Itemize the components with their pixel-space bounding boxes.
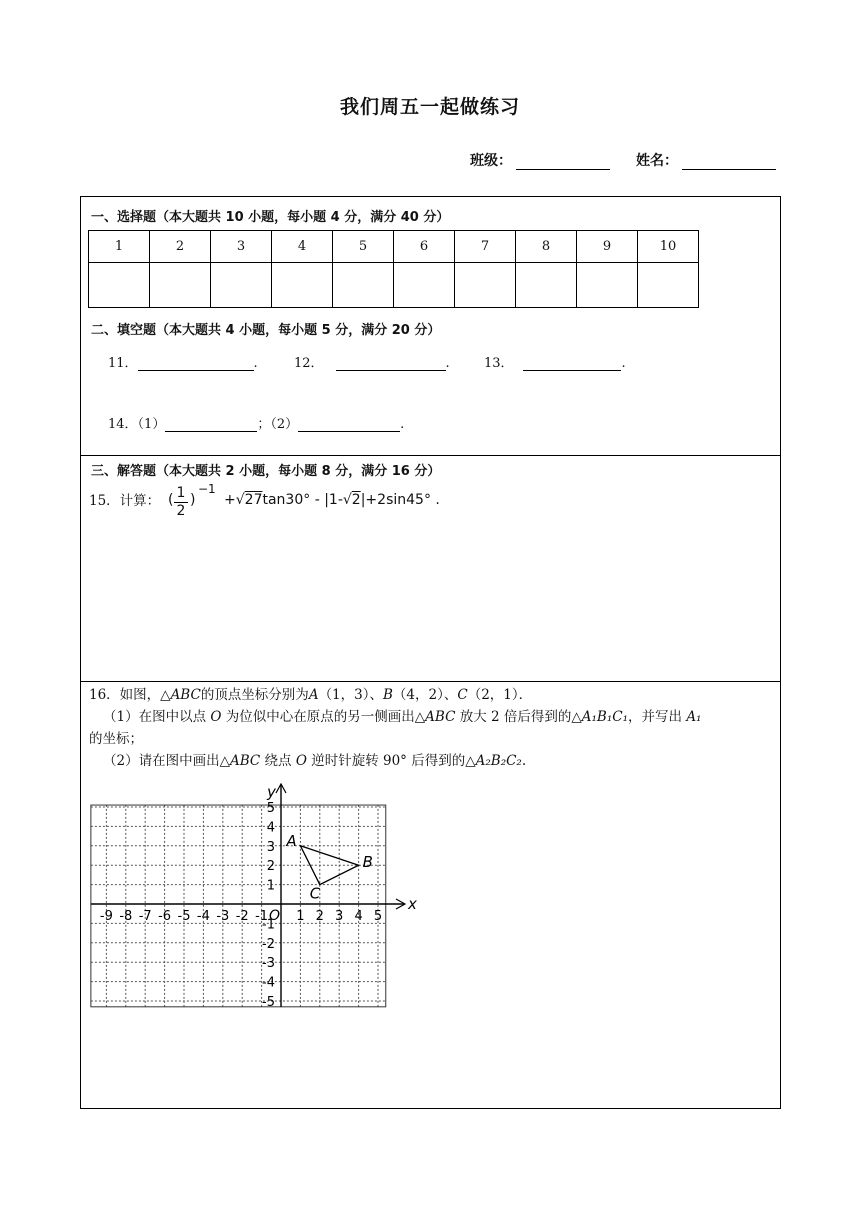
frac-denominator: 2 [176, 503, 186, 519]
name-label: 姓名： [636, 153, 678, 169]
y-tick-label: -3 [262, 956, 275, 972]
q16-sub1-text: ，并写出 [628, 709, 683, 725]
formula-rparen: ) [190, 492, 196, 508]
q16-point-o: O [210, 709, 222, 725]
q13-label: 13． [483, 356, 514, 371]
q16-sub2-text: 逆时针旋转 90° 后得到的△ [311, 753, 476, 769]
q16-text: 16．如图，△ [89, 687, 171, 703]
choice-number: 5 [333, 231, 394, 263]
x-tick-label: -8 [119, 909, 133, 924]
y-tick-label: 5 [266, 801, 275, 816]
q12-label: 12． [293, 356, 324, 371]
class-label: 班级： [470, 153, 512, 169]
formula-radicand2: 2 [351, 492, 361, 508]
x-tick-label: 2 [315, 909, 324, 924]
x-tick-label: -7 [138, 909, 152, 924]
choice-number: 8 [516, 231, 577, 263]
q16-coord-b: （4，2）、 [392, 687, 458, 703]
q11-label: 11． [108, 356, 138, 371]
q16-sub1-text: 放大 2 倍后得到的△ [459, 709, 582, 725]
section3-heading: 三、解答题（本大题共 2 小题，每小题 8 分，满分 16 分） [91, 464, 441, 479]
choice-number: 1 [89, 231, 150, 263]
y-tick-label: 3 [266, 839, 275, 855]
grid-border [91, 805, 386, 1007]
x-tick-label: 5 [373, 909, 383, 924]
point-label: A [286, 831, 297, 850]
frac-numerator: 1 [176, 485, 186, 501]
formula-end: . [435, 492, 440, 508]
y-axis-label: y [267, 783, 276, 801]
q16-coord-c: （2，1）． [467, 687, 533, 703]
point-label: B [362, 853, 373, 872]
x-tick-label: 3 [335, 909, 344, 924]
section1-heading: 一、选择题（本大题共 10 小题，每小题 4 分，满分 40 分） [91, 210, 450, 225]
q15-label: 15．计算： [89, 493, 161, 509]
formula-part1: +√ [224, 492, 245, 508]
q16-point-b: B [383, 687, 393, 703]
q16-abc: ABC [170, 687, 201, 703]
y-tick-label: -2 [262, 936, 275, 952]
q16-sub2-text: 绕点 [264, 753, 292, 769]
q16-a2b2c2: A₂B₂C₂ [475, 753, 522, 769]
formula-exponent: −1 [198, 482, 216, 496]
q14-period: . [400, 417, 405, 432]
q16-point-c: C [457, 687, 468, 703]
section2-heading: 二、填空题（本大题共 4 小题，每小题 5 分，满分 20 分） [91, 323, 441, 338]
y-tick-label: -5 [262, 995, 275, 1010]
q14-label: 14．（1） [108, 417, 166, 432]
x-tick-label: 4 [354, 909, 363, 924]
x-tick-label: 1 [296, 909, 305, 924]
x-tick-label: -4 [196, 909, 210, 924]
origin-label: O [269, 908, 281, 924]
x-tick-label: -5 [177, 909, 191, 924]
q14-separator: ；（2） [257, 417, 299, 432]
formula-radicand1: 27 [244, 492, 263, 508]
q16-sub1-text: （1）在图中以点 [103, 709, 207, 725]
q13-period: . [621, 356, 626, 371]
q16-abc: ABC [229, 753, 261, 769]
choice-number: 9 [577, 231, 638, 263]
formula-part2: tan30° - |1-√ [262, 492, 352, 508]
choice-number: 7 [455, 231, 516, 263]
q16-abc: ABC [425, 709, 456, 725]
choice-number: 4 [272, 231, 333, 263]
q16-sub1-line2: 的坐标； [89, 731, 143, 747]
page-title: 我们周五一起做练习 [339, 96, 520, 118]
y-tick-label: 4 [266, 820, 275, 836]
formula-lparen: ( [168, 492, 174, 508]
q16-coord-a: （1，3）、 [318, 687, 383, 703]
formula-part3: |+2sin45° [360, 492, 431, 508]
q16-text: 的顶点坐标分别为 [200, 687, 309, 703]
x-axis-label: x [408, 895, 417, 913]
q12-period: . [445, 356, 450, 371]
q16-a1: A₁ [686, 709, 702, 725]
q16-sub2-text: . [521, 753, 527, 769]
y-tick-label: 1 [266, 878, 275, 894]
y-tick-label: 2 [266, 859, 275, 875]
choice-number: 10 [638, 231, 699, 263]
x-tick-label: -6 [158, 909, 172, 924]
choice-number: 3 [211, 231, 272, 263]
q16-sub2-text: （2）请在图中画出△ [103, 753, 230, 769]
x-tick-label: -9 [99, 909, 113, 924]
x-tick-label: -3 [216, 909, 230, 924]
x-tick-label: -2 [235, 909, 249, 924]
q16-a1b1c1: A₁B₁C₁ [581, 709, 629, 725]
q11-period: . [253, 356, 258, 371]
point-label: C [309, 884, 321, 903]
y-tick-label: -4 [262, 975, 275, 991]
triangle-abc [300, 846, 358, 885]
x-tick-label: -1 [255, 909, 269, 924]
q16-sub1-text: 为位似中心在原点的另一侧画出△ [225, 709, 426, 725]
q16-point-a: A [308, 687, 319, 703]
choice-number: 2 [150, 231, 211, 263]
choice-number: 6 [394, 231, 455, 263]
y-tick-label: -1 [262, 917, 275, 933]
q16-point-o: O [295, 753, 307, 769]
